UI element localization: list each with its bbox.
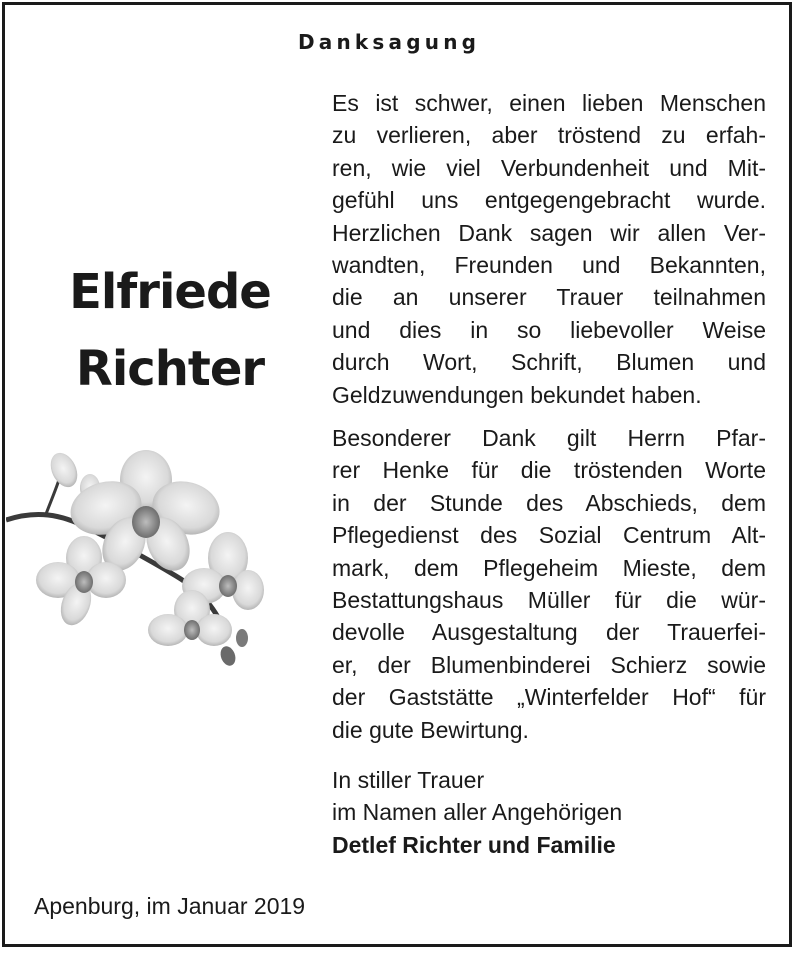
closing-line: im Namen aller Angehörigen: [332, 799, 623, 826]
signature: Detlef Richter und Familie: [332, 831, 616, 858]
text-line: Geldzuwendungen bekundet haben.: [332, 381, 702, 408]
orchid-image: [6, 448, 268, 674]
text-line: devolle Ausgestaltung der Trauerfei-: [332, 619, 766, 646]
text-line: die an unserer Trauer teilnahmen: [332, 284, 766, 311]
text-line: Bestattungshaus Müller für die wür-: [332, 586, 766, 613]
text-line: der Gaststätte „Winterfelder Hof“ für: [332, 684, 766, 711]
text-line: Es ist schwer, einen lieben Menschen: [332, 90, 766, 116]
closing-line: In stiller Trauer: [332, 767, 485, 793]
place-date: Apenburg, im Januar 2019: [34, 893, 306, 919]
text-line: er, der Blumenbinderei Schierz sowie: [332, 651, 766, 678]
text-line: mark, dem Pflegeheim Mieste, dem: [332, 554, 766, 581]
text-line: ren, wie viel Verbundenheit und Mit-: [332, 154, 766, 181]
closing-block: [332, 764, 622, 861]
text-line: rer Henke für die tröstenden Worte: [332, 457, 766, 484]
text-line: wandten, Freunden und Bekannten,: [332, 251, 766, 278]
text-line: und dies in so liebevoller Weise: [332, 316, 766, 343]
text-line: Pflegedienst des Sozial Centrum Alt-: [332, 522, 766, 549]
thanks-paragraph: [332, 87, 766, 411]
text-line: in der Stunde des Abschieds, dem: [332, 489, 766, 516]
heading: Danksagung: [298, 30, 481, 54]
text-line: zu verlieren, aber tröstend zu erfah-: [332, 122, 766, 149]
text-line: durch Wort, Schrift, Blumen und: [332, 349, 766, 376]
first-name: Elfriede: [69, 264, 271, 320]
text-line: die gute Bewirtung.: [332, 716, 529, 743]
special-thanks-paragraph: [332, 422, 766, 746]
text-line: Besonderer Dank gilt Herrn Pfar-: [332, 425, 766, 451]
text-line: Herzlichen Dank sagen wir allen Ver-: [332, 219, 766, 246]
last-name: Richter: [75, 341, 265, 397]
text-line: gefühl uns entgegengebracht wurde.: [332, 187, 766, 214]
